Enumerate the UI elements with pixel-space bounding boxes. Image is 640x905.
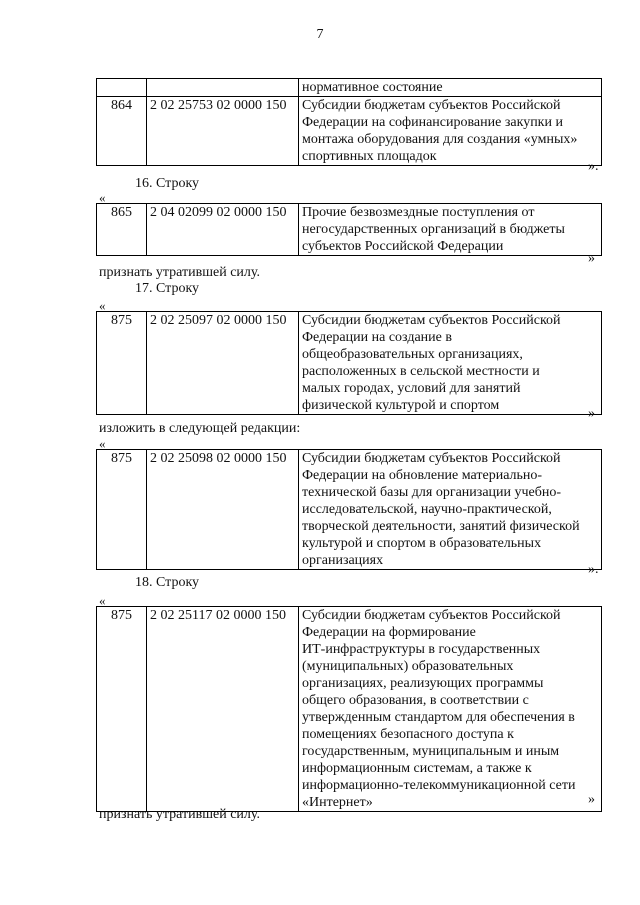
- row-code: 875: [97, 450, 147, 570]
- row-name: Субсидии бюджетам субъектов Российской Федерации на формирование ИТ-инфраструктуры в государственных (муниципальных) образовательных организациях, реализующих программы общего образования, в соответствии с утвержденным стандартом для обеспечения в помещениях безопасного доступа к государственным, муниципальным и иным информационным системам, а также к информационно-телекоммуникационной сети «Интернет»: [299, 607, 602, 812]
- budget-table-row-875-it: [96, 606, 602, 812]
- row-name: Субсидии бюджетам субъектов Российской Федерации на создание в общеобразовательных организациях, расположенных в сельской местности и малых городах, условий для занятий физической культурой и спортом: [299, 312, 602, 415]
- row-code: 864: [97, 97, 147, 166]
- open-quote: «: [99, 298, 106, 313]
- row-code: [97, 79, 147, 97]
- table-row: [97, 79, 602, 97]
- row-kbk: 2 02 25753 02 0000 150: [147, 97, 299, 166]
- row-name: Прочие безвозмездные поступления от негосударственных организаций в бюджеты субъектов Российской Федерации: [299, 204, 602, 256]
- action-text: изложить в следующей редакции:: [99, 421, 301, 436]
- row-code: 875: [97, 312, 147, 415]
- open-quote: «: [99, 436, 106, 451]
- budget-table-row-875-old: [96, 311, 602, 415]
- row-kbk: 2 04 02099 02 0000 150: [147, 204, 299, 256]
- table-row: [97, 450, 602, 570]
- row-code: 865: [97, 204, 147, 256]
- action-text: признать утратившей силу.: [99, 265, 260, 280]
- row-kbk: 2 02 25098 02 0000 150: [147, 450, 299, 570]
- row-kbk: [147, 79, 299, 97]
- item-heading-17: 17. Строку: [135, 281, 200, 296]
- item-heading-18: 18. Строку: [135, 575, 200, 590]
- row-kbk: 2 02 25097 02 0000 150: [147, 312, 299, 415]
- close-quote: ».: [588, 562, 599, 577]
- table-row: [97, 204, 602, 256]
- row-code: 875: [97, 607, 147, 812]
- page-number: 7: [316, 27, 324, 42]
- budget-table-row-865: [96, 203, 602, 256]
- table-row: [97, 312, 602, 415]
- open-quote: «: [99, 593, 106, 608]
- table-row: [97, 97, 602, 166]
- open-quote: «: [99, 190, 106, 205]
- row-name: Субсидии бюджетам субъектов Российской Федерации на обновление материально- технической базы для организации учебно- исследовательской, научно-практической, творческой деятельности, занятий физической культурой и спортом в образовательных организациях: [299, 450, 602, 570]
- budget-table-row-875-new: [96, 449, 602, 570]
- item-heading-16: 16. Строку: [135, 176, 200, 191]
- row-kbk: 2 02 25117 02 0000 150: [147, 607, 299, 812]
- close-quote: »: [588, 406, 595, 421]
- action-text: признать утратившей силу.: [99, 807, 260, 822]
- row-name: Субсидии бюджетам субъектов Российской Федерации на софинансирование закупки и монтажа оборудования для создания «умных» спортивных площадок: [299, 97, 602, 166]
- budget-table-continued: [96, 78, 602, 166]
- close-quote: »: [588, 792, 595, 807]
- table-row: [97, 607, 602, 812]
- row-name: нормативное состояние: [299, 79, 602, 97]
- close-quote: »: [588, 251, 595, 266]
- close-quote: ».: [588, 159, 599, 174]
